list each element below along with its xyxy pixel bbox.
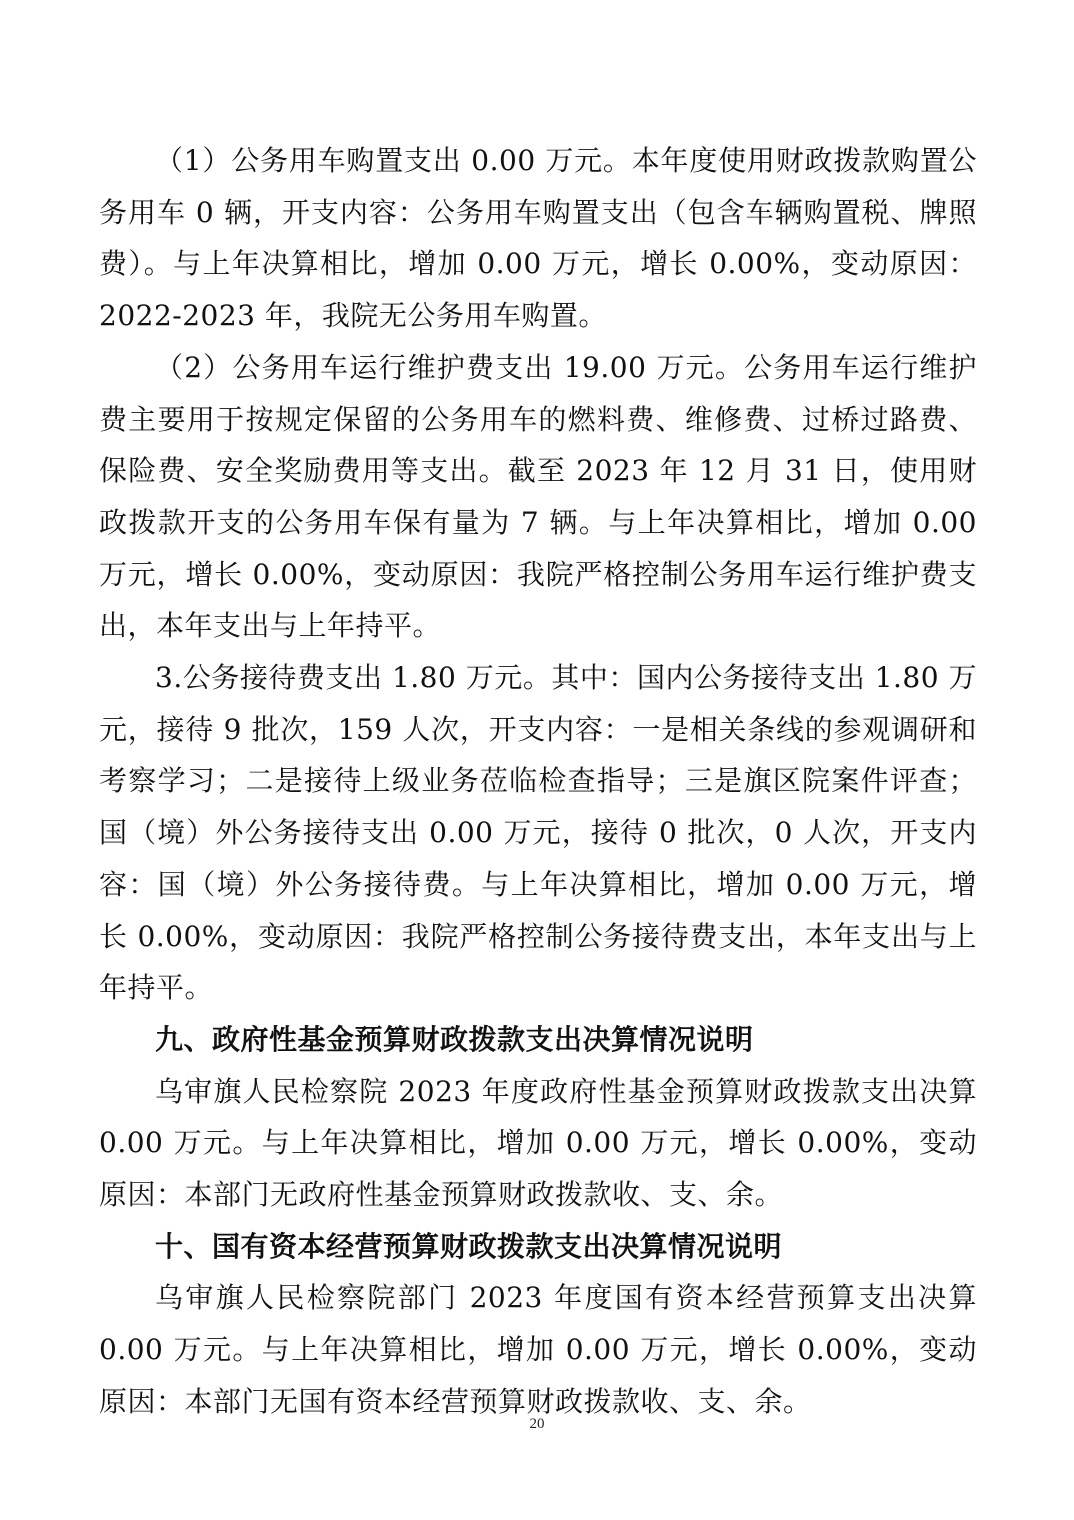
page-number: 20: [529, 1416, 545, 1432]
paragraph-state-capital: 乌审旗人民检察院部门 2023 年度国有资本经营预算支出决算 0.00 万元。与上年决算相比，增加 0.00 万元，增长 0.00%，变动原因：本部门无国有资本经营预算财政拨款收、支、余。: [99, 1281, 977, 1418]
paragraph-vehicle-purchase: （1）公务用车购置支出 0.00 万元。本年度使用财政拨款购置公务用车 0 辆，开支内容：公务用车购置支出（包含车辆购置税、牌照费）。与上年决算相比，增加 0.00 万元，增长 0.00%，变动原因：2022-2023 年，我院无公务用车购置。: [99, 144, 977, 333]
paragraph-vehicle-maintenance: （2）公务用车运行维护费支出 19.00 万元。公务用车运行维护费主要用于按规定保留的公务用车的燃料费、维修费、过桥过路费、保险费、安全奖励费用等支出。截至 2023 年 12 月 31 日，使用财政拨款开支的公务用车保有量为 7 辆。与上年决算相比，增加 0.00 万元，增长 0.00%，变动原因：我院严格控制公务用车运行维护费支出，本年支出与上年持平。: [99, 350, 977, 643]
section-heading-government-fund: 九、政府性基金预算财政拨款支出决算情况说明: [155, 1022, 754, 1056]
paragraph-government-fund: 乌审旗人民检察院 2023 年度政府性基金预算财政拨款支出决算 0.00 万元。与上年决算相比，增加 0.00 万元，增长 0.00%，变动原因：本部门无政府性基金预算财政拨款收、支、余。: [99, 1074, 977, 1212]
paragraph-official-reception: 3.公务接待费支出 1.80 万元。其中：国内公务接待支出 1.80 万元，接待 9 批次，159 人次，开支内容：一是相关条线的参观调研和考察学习；二是接待上级业务莅临检查指导；三是旗区院案件评查；国（境）外公务接待支出 0.00 万元，接待 0 批次，0 人次，开支内容：国（境）外公务接待费。与上年决算相比，增加 0.00 万元，增长 0.00%，变动原因：我院严格控制公务接待费支出，本年支出与上年持平。: [99, 661, 977, 1005]
section-heading-state-capital: 十、国有资本经营预算财政拨款支出决算情况说明: [155, 1229, 783, 1263]
